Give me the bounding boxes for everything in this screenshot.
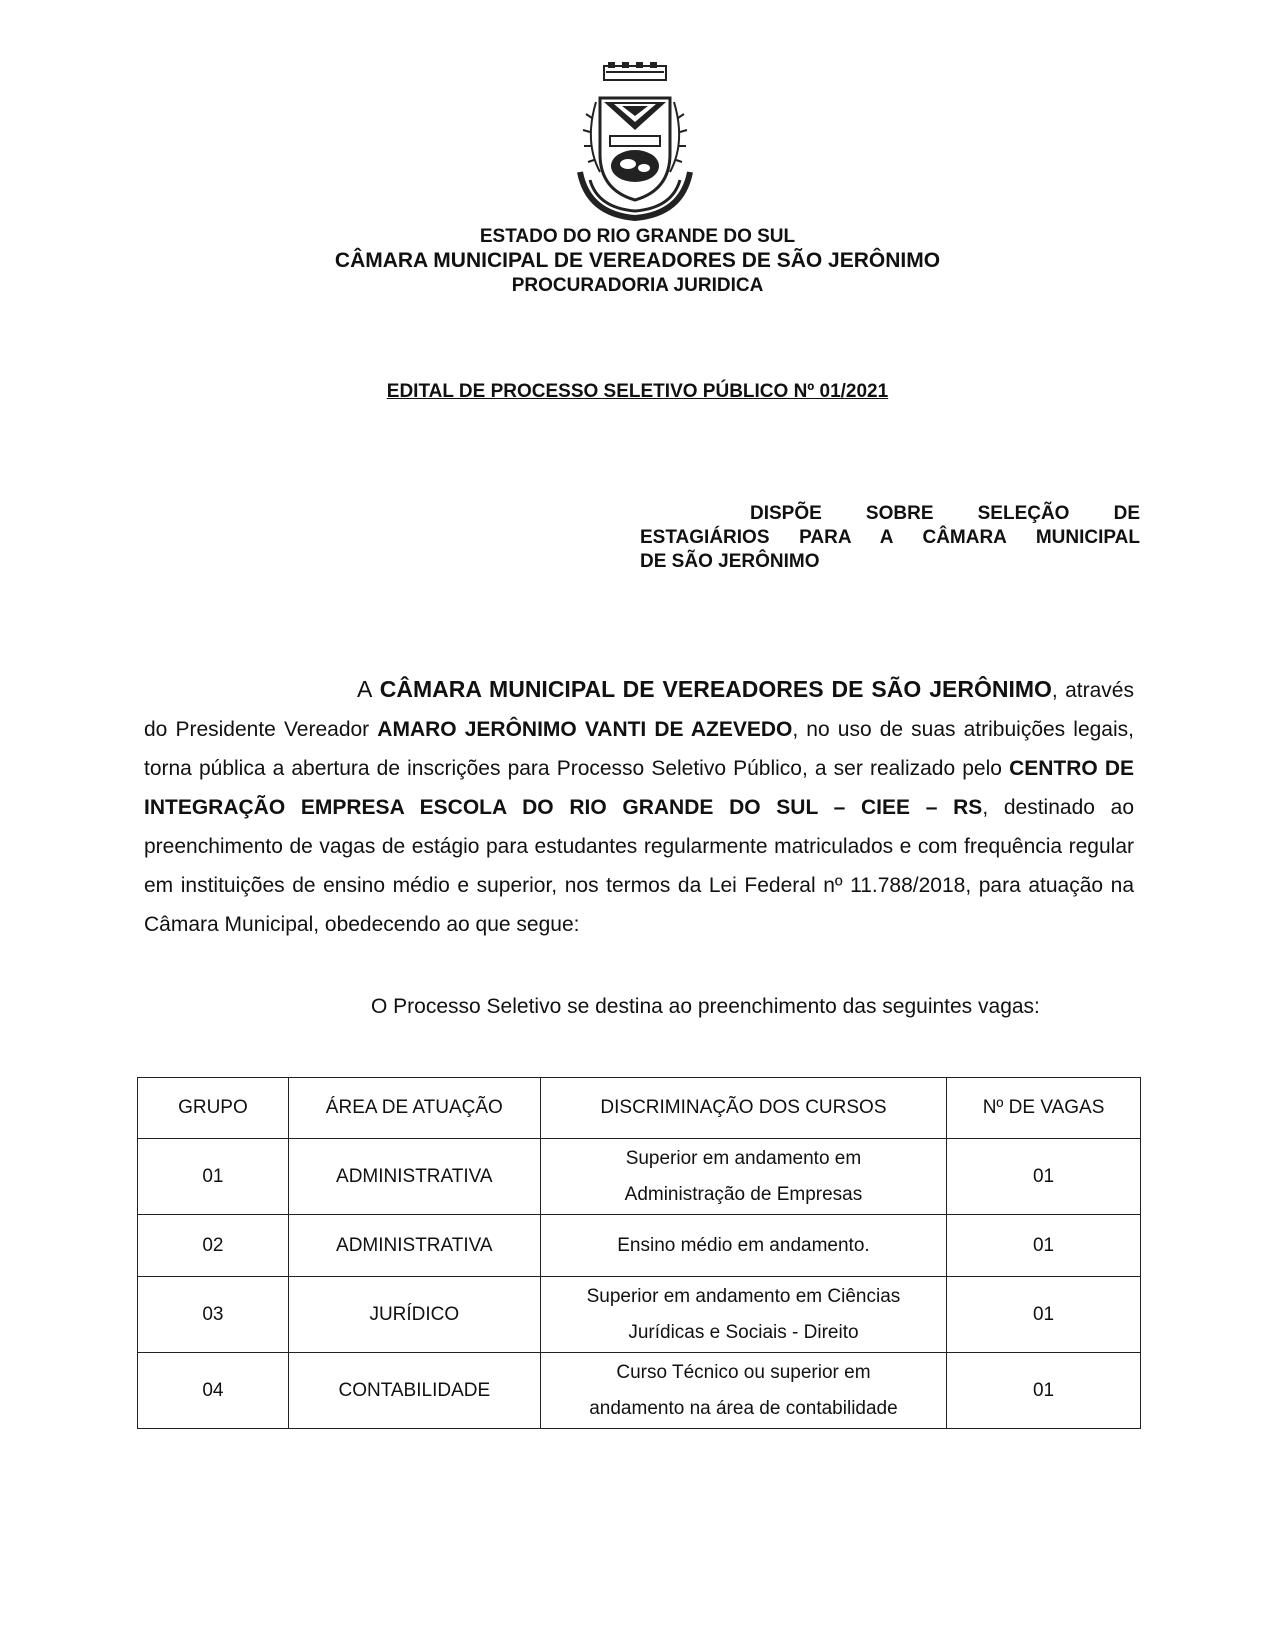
table-row: [138, 1215, 1141, 1277]
cell-grupo: 02: [138, 1215, 289, 1277]
curso-line-1: Superior em andamento em Ciências: [586, 1285, 901, 1307]
cell-area: CONTABILIDADE: [288, 1353, 540, 1429]
curso-line-2: andamento na área de contabilidade: [589, 1397, 898, 1419]
cell-curso: [540, 1353, 946, 1429]
department-name: PROCURADORIA JURIDICA: [511, 275, 764, 296]
body-paragraph: [144, 670, 1134, 944]
cell-area: JURÍDICO: [288, 1277, 540, 1353]
ementa-line-2: ESTAGIÁRIOS PARA A CÂMARA MUNICIPAL: [640, 527, 1140, 548]
document-header: [0, 226, 1275, 298]
table-header-row: [138, 1078, 1141, 1139]
header-grupo: GRUPO: [138, 1078, 289, 1139]
cell-grupo: 04: [138, 1353, 289, 1429]
curso-line-2: Jurídicas e Sociais - Direito: [628, 1321, 859, 1343]
cell-grupo: 03: [138, 1277, 289, 1353]
paragraph-start: A: [357, 676, 373, 702]
table-row: [138, 1139, 1141, 1215]
cell-curso: [540, 1139, 946, 1215]
vacancies-intro: O Processo Seletivo se destina ao preenchimento das seguintes vagas:: [371, 995, 1040, 1018]
cell-vagas: 01: [947, 1139, 1141, 1215]
edital-title: EDITAL DE PROCESSO SELETIVO PÚBLICO Nº 01/2021: [386, 381, 889, 402]
cell-grupo: 01: [138, 1139, 289, 1215]
curso-line-1: Superior em andamento em: [625, 1147, 862, 1169]
cell-area: ADMINISTRATIVA: [288, 1139, 540, 1215]
cell-vagas: 01: [947, 1215, 1141, 1277]
table-row: [138, 1353, 1141, 1429]
paragraph-text-c: , no uso de suas atribuições legais, torna pública a abertura de inscrições para Processo Seletivo Público, a ser realizado pelo: [144, 718, 1134, 780]
header-cursos: DISCRIMINAÇÃO DOS CURSOS: [540, 1078, 946, 1139]
paragraph-text-d: , destinado ao preenchimento de vagas de estágio para estudantes regularmente matriculados e com frequência regular em instituições de ensino médio e superior, nos termos da Lei Federal nº 11.788/2018, para atuação na Câmara Municipal, obedecendo ao que segue:: [144, 796, 1135, 936]
header-area: ÁREA DE ATUAÇÃO: [288, 1078, 540, 1139]
cell-vagas: 01: [947, 1353, 1141, 1429]
header-vagas: Nº DE VAGAS: [947, 1078, 1141, 1139]
ciee-name: CENTRO DE INTEGRAÇÃO EMPRESA ESCOLA DO RIO GRANDE DO SUL – CIEE – RS: [144, 757, 1134, 819]
vacancies-table: [137, 1077, 1141, 1429]
cell-vagas: 01: [947, 1277, 1141, 1353]
cell-curso: [540, 1215, 946, 1277]
table-row: [138, 1277, 1141, 1353]
paragraph-text-b: , através do Presidente Vereador: [144, 679, 1134, 741]
president-name: AMARO JERÔNIMO VANTI DE AZEVEDO: [377, 718, 793, 741]
cell-area: ADMINISTRATIVA: [288, 1215, 540, 1277]
cell-curso: [540, 1277, 946, 1353]
curso-line-1: Ensino médio em andamento.: [617, 1234, 870, 1256]
chamber-name: CÂMARA MUNICIPAL DE VEREADORES DE SÃO JERÔNIMO: [334, 249, 941, 272]
curso-line-2: Administração de Empresas: [624, 1183, 863, 1205]
curso-line-1: Curso Técnico ou superior em: [616, 1361, 871, 1383]
ementa-line-3: DE SÃO JERÔNIMO: [640, 551, 820, 572]
municipal-coat-of-arms-icon: [570, 62, 700, 222]
state-name: ESTADO DO RIO GRANDE DO SUL: [479, 226, 796, 247]
ementa-line-1: DISPÕE SOBRE SELEÇÃO DE: [750, 503, 1140, 524]
ementa: [640, 502, 1140, 574]
chamber-name-bold: CÂMARA MUNICIPAL DE VEREADORES DE SÃO JERÔNIMO: [379, 676, 1052, 702]
